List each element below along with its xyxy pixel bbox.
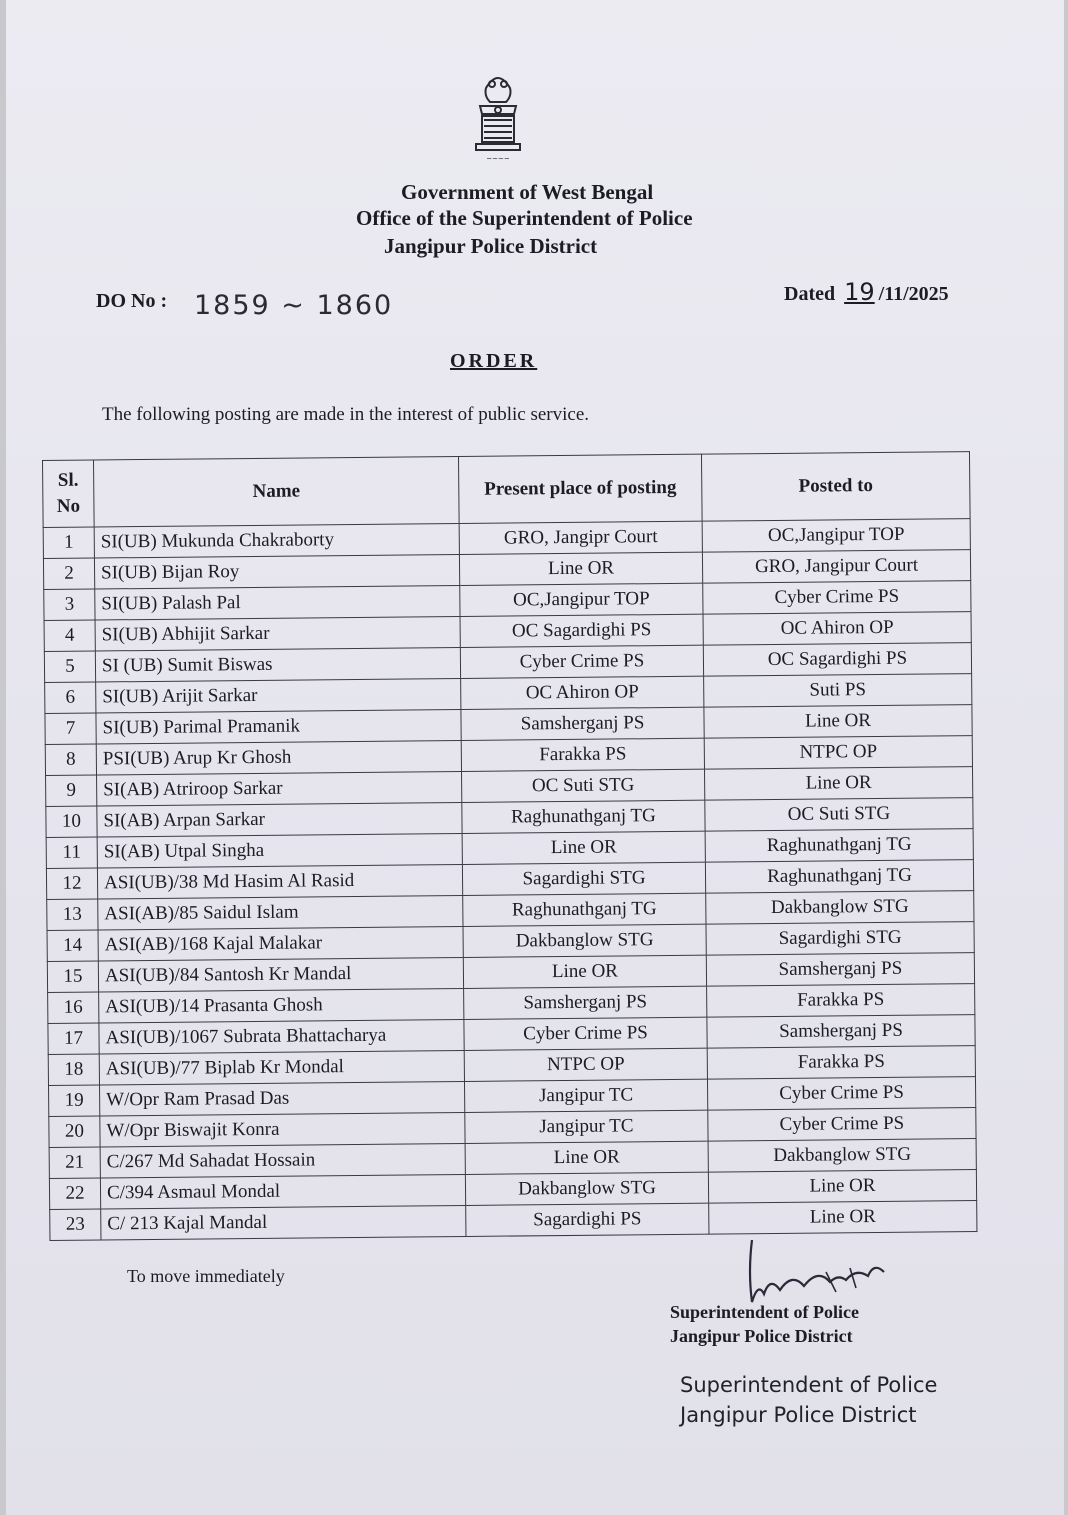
cell-posted-to: Cyber Crime PS: [707, 1077, 975, 1111]
cell-name: SI(UB) Arijit Sarkar: [96, 678, 461, 713]
cell-name: W/Opr Biswajit Konra: [100, 1112, 465, 1147]
cell-posted-to: OC Ahiron OP: [703, 612, 971, 646]
cell-sl-no: 21: [49, 1147, 100, 1178]
signatory-title: Superintendent of Police: [670, 1302, 859, 1322]
cell-name: ASI(UB)/14 Prasanta Ghosh: [99, 988, 464, 1023]
cell-present-place: Dakbanglow STG: [465, 1172, 708, 1205]
cell-present-place: Line OR: [465, 1141, 708, 1174]
cell-sl-no: 4: [44, 620, 95, 651]
cell-sl-no: 11: [46, 837, 97, 868]
cell-posted-to: Line OR: [704, 705, 972, 739]
cell-sl-no: 17: [48, 1023, 99, 1054]
cell-sl-no: 16: [48, 992, 99, 1023]
cell-posted-to: OC Suti STG: [705, 798, 973, 832]
cell-sl-no: 7: [45, 713, 96, 744]
cell-posted-to: Raghunathganj TG: [705, 860, 973, 894]
cell-posted-to: Line OR: [708, 1170, 976, 1204]
cell-present-place: Line OR: [459, 552, 702, 585]
cell-name: SI(UB) Bijan Roy: [94, 554, 459, 589]
cell-posted-to: OC Sagardighi PS: [703, 643, 971, 677]
cell-posted-to: Dakbanglow STG: [706, 891, 974, 925]
intro-text: The following posting are made in the interest of public service.: [102, 404, 589, 425]
cell-name: SI(UB) Mukunda Chakraborty: [94, 523, 459, 558]
cell-sl-no: 22: [49, 1178, 100, 1209]
cell-posted-to: Sagardighi STG: [706, 922, 974, 956]
date-day: 19: [844, 278, 875, 306]
cell-present-place: Cyber Crime PS: [460, 645, 703, 678]
cell-present-place: GRO, Jangipr Court: [459, 521, 702, 554]
cell-name: SI (UB) Sumit Biswas: [95, 647, 460, 682]
cell-present-place: Jangipur TC: [465, 1110, 708, 1143]
cell-posted-to: OC,Jangipur TOP: [702, 519, 970, 553]
cell-present-place: Dakbanglow STG: [463, 924, 706, 957]
signatory-district: Jangipur Police District: [670, 1326, 853, 1347]
svg-text:~~~~: ~~~~: [486, 155, 510, 163]
cell-name: ASI(AB)/168 Kajal Malakar: [98, 926, 463, 961]
cell-posted-to: Cyber Crime PS: [708, 1108, 976, 1142]
cell-name: SI(UB) Palash Pal: [95, 585, 460, 620]
header-government: Government of West Bengal: [401, 180, 654, 204]
cell-present-place: Farakka PS: [461, 738, 704, 771]
cell-sl-no: 3: [44, 589, 95, 620]
cell-present-place: NTPC OP: [464, 1048, 707, 1081]
order-title: ORDER: [450, 350, 538, 372]
cell-sl-no: 5: [44, 651, 95, 682]
header-present-place: Present place of posting: [458, 454, 702, 523]
cell-posted-to: Line OR: [704, 767, 972, 801]
cell-posted-to: Farakka PS: [707, 1046, 975, 1080]
cell-sl-no: 8: [45, 744, 96, 775]
table-header-row: [43, 452, 971, 528]
cell-present-place: Jangipur TC: [464, 1079, 707, 1112]
cell-name: SI(UB) Parimal Pramanik: [96, 709, 461, 744]
header-district: Jangipur Police District: [384, 234, 598, 258]
cell-present-place: OC,Jangipur TOP: [460, 583, 703, 616]
order-document: [6, 0, 1064, 1515]
stamp-title: Superintendent of Police: [680, 1373, 938, 1397]
stamp-district: Jangipur Police District: [680, 1403, 917, 1428]
cell-name: C/ 213 Kajal Mandal: [101, 1205, 466, 1240]
cell-present-place: OC Ahiron OP: [461, 676, 704, 709]
cell-name: ASI(UB)/84 Santosh Kr Mandal: [98, 957, 463, 992]
cell-sl-no: 19: [49, 1085, 100, 1116]
header-sl-no: Sl. No: [43, 460, 95, 527]
signature-block: [670, 1300, 859, 1349]
cell-sl-no: 6: [45, 682, 96, 713]
cell-sl-no: 23: [50, 1209, 101, 1240]
cell-name: SI(UB) Abhijit Sarkar: [95, 616, 460, 651]
cell-name: SI(AB) Atriroop Sarkar: [97, 771, 462, 806]
cell-sl-no: 1: [43, 527, 94, 558]
date-month-year: /11/2025: [878, 283, 949, 305]
date-line: [784, 278, 949, 306]
cell-name: ASI(UB)/77 Biplab Kr Mondal: [99, 1050, 464, 1085]
cell-posted-to: Samsherganj PS: [707, 1015, 975, 1049]
do-number-value: 1859 ~ 1860: [194, 290, 394, 321]
cell-name: ASI(UB)/38 Md Hasim Al Rasid: [97, 864, 462, 899]
cell-sl-no: 15: [47, 961, 98, 992]
cell-posted-to: Samsherganj PS: [706, 953, 974, 987]
cell-present-place: Samsherganj PS: [464, 986, 707, 1019]
cell-sl-no: 14: [47, 930, 98, 961]
date-label: Dated: [784, 283, 836, 305]
cell-sl-no: 9: [46, 775, 97, 806]
cell-name: C/267 Md Sahadat Hossain: [100, 1143, 465, 1178]
cell-present-place: Line OR: [462, 831, 705, 864]
cell-posted-to: Cyber Crime PS: [703, 581, 971, 615]
do-number-label: DO No :: [96, 290, 168, 312]
cell-posted-to: Dakbanglow STG: [708, 1139, 976, 1173]
cell-posted-to: Raghunathganj TG: [705, 829, 973, 863]
cell-present-place: OC Sagardighi PS: [460, 614, 703, 647]
cell-posted-to: Line OR: [709, 1201, 977, 1235]
header-office: Office of the Superintendent of Police: [356, 206, 693, 230]
cell-name: W/Opr Ram Prasad Das: [100, 1081, 465, 1116]
cell-present-place: OC Suti STG: [462, 769, 705, 802]
header-name: Name: [94, 457, 460, 528]
cell-name: ASI(AB)/85 Saidul Islam: [98, 895, 463, 930]
cell-present-place: Sagardighi STG: [462, 862, 705, 895]
cell-sl-no: 13: [47, 899, 98, 930]
state-emblem-icon: [466, 66, 530, 164]
cell-present-place: Cyber Crime PS: [464, 1017, 707, 1050]
cell-name: ASI(UB)/1067 Subrata Bhattacharya: [99, 1019, 464, 1054]
cell-present-place: Raghunathganj TG: [462, 800, 705, 833]
cell-sl-no: 10: [46, 806, 97, 837]
cell-present-place: Samsherganj PS: [461, 707, 704, 740]
cell-name: SI(AB) Utpal Singha: [97, 833, 462, 868]
cell-sl-no: 2: [43, 558, 94, 589]
cell-posted-to: Suti PS: [704, 674, 972, 708]
cell-present-place: Line OR: [463, 955, 706, 988]
postings-table: [42, 451, 977, 1241]
cell-sl-no: 12: [46, 868, 97, 899]
cell-present-place: Raghunathganj TG: [463, 893, 706, 926]
office-stamp: [680, 1370, 937, 1431]
cell-name: SI(AB) Arpan Sarkar: [97, 802, 462, 837]
cell-posted-to: NTPC OP: [704, 736, 972, 770]
cell-sl-no: 18: [48, 1054, 99, 1085]
cell-sl-no: 20: [49, 1116, 100, 1147]
cell-present-place: Sagardighi PS: [466, 1203, 709, 1236]
header-posted-to: Posted to: [701, 452, 970, 522]
cell-name: PSI(UB) Arup Kr Ghosh: [96, 740, 461, 775]
move-immediately-note: To move immediately: [127, 1266, 285, 1286]
cell-name: C/394 Asmaul Mondal: [100, 1174, 465, 1209]
cell-posted-to: GRO, Jangipur Court: [702, 550, 970, 584]
cell-posted-to: Farakka PS: [707, 984, 975, 1018]
